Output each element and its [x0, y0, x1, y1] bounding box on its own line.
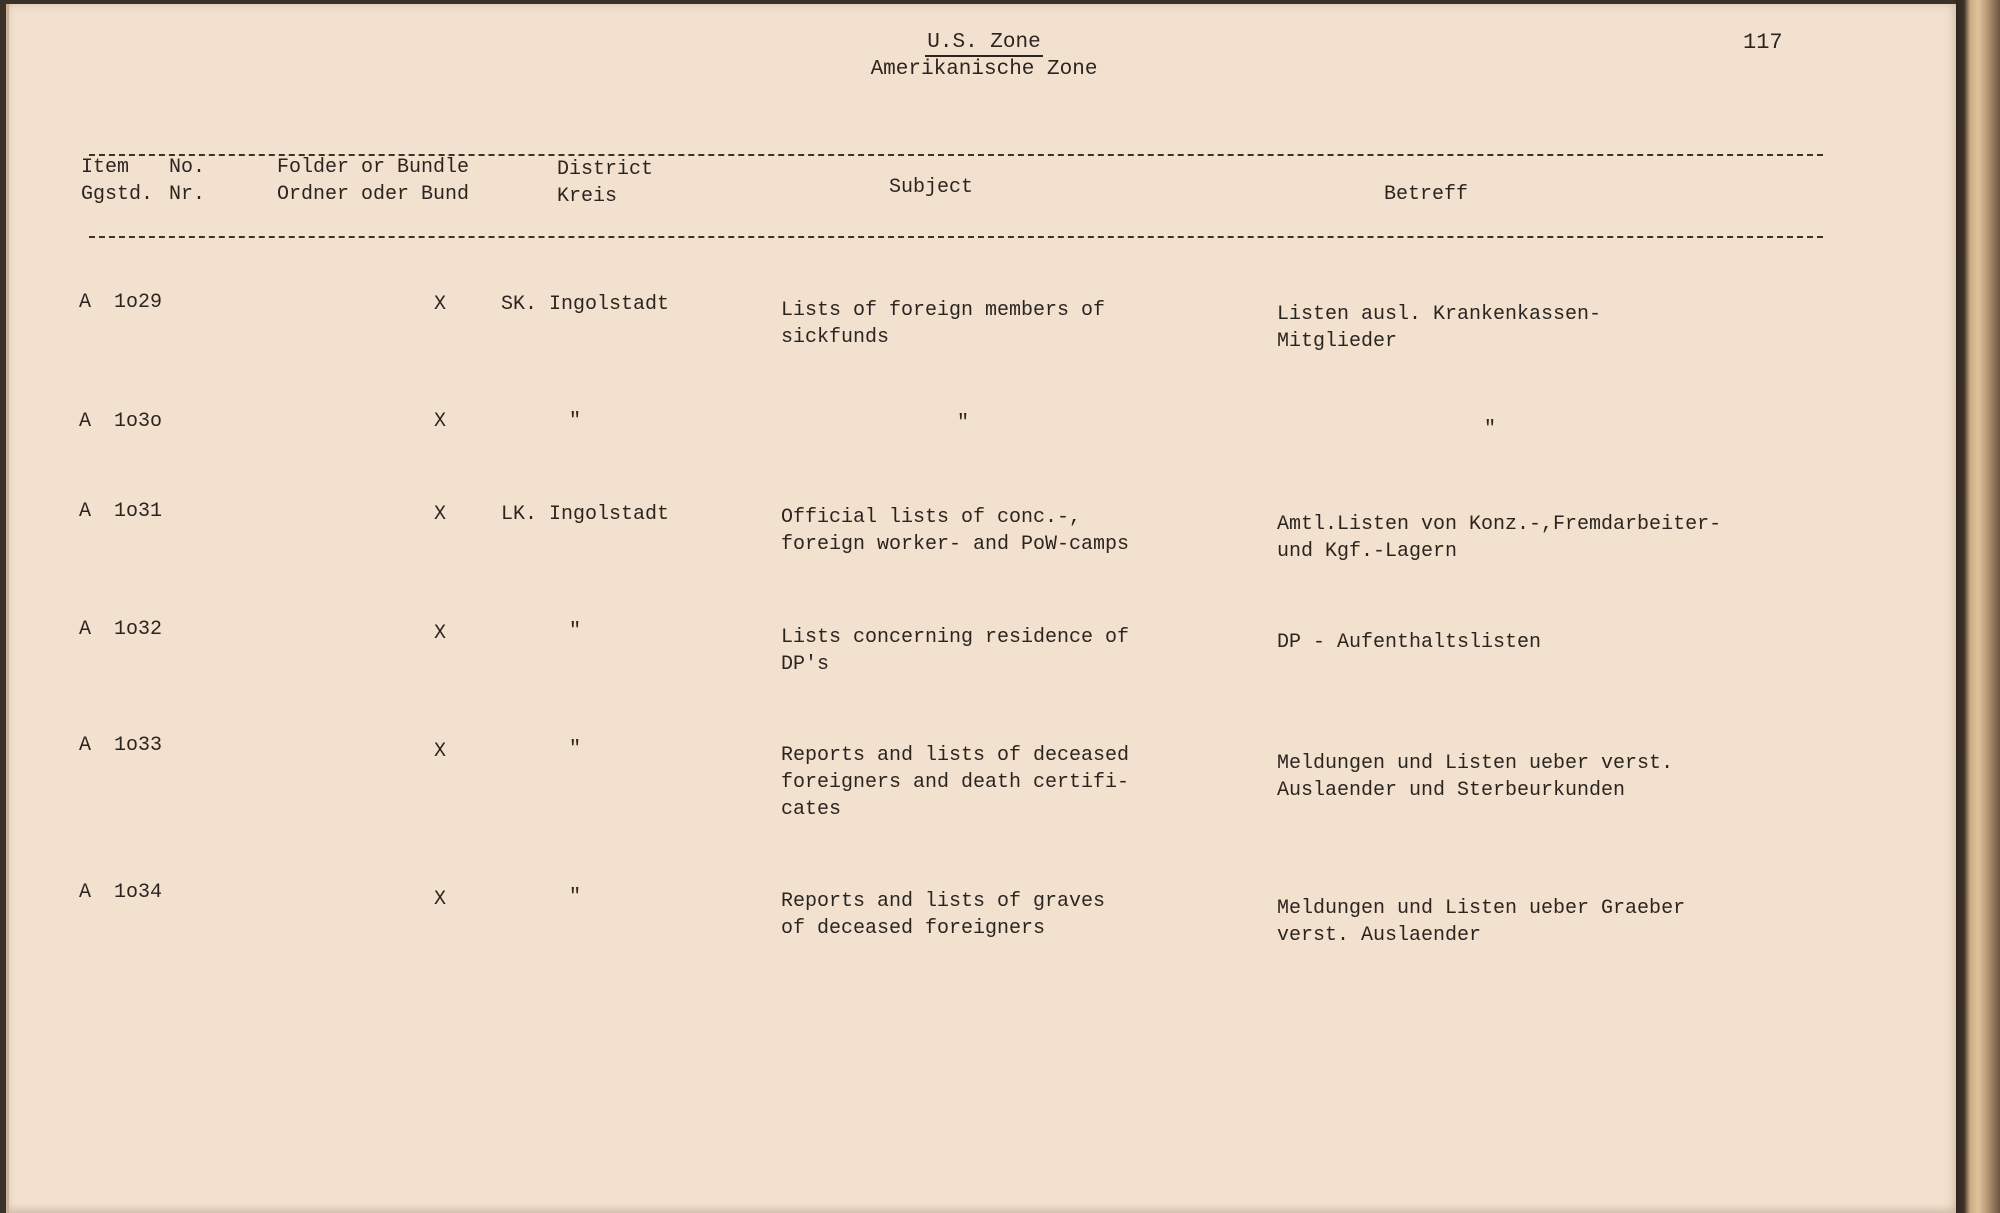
row-item: A: [79, 410, 92, 433]
zone-title: U.S. Zone: [925, 30, 1042, 57]
row-subject: Lists concerning residence of DP's: [781, 626, 1130, 676]
row-folder-bundle: X: [434, 740, 447, 763]
row-item: A: [79, 291, 92, 314]
row-folder-bundle: X: [434, 293, 447, 316]
row-district: ": [569, 886, 582, 909]
row-betreff: DP - Aufenthaltslisten: [1277, 631, 1542, 654]
row-betreff: Meldungen und Listen ueber verst. Auslaender und Sterbeurkunden: [1277, 752, 1674, 802]
row-folder-bundle: X: [434, 503, 447, 526]
col-header-district: District: [557, 158, 654, 181]
row-subject: ": [957, 412, 970, 435]
row-district: ": [569, 620, 582, 643]
row-item: A: [79, 734, 92, 757]
col-header-betreff: Betreff: [1384, 183, 1469, 206]
row-number: 1o33: [114, 734, 163, 757]
row-folder-bundle: X: [434, 888, 447, 911]
row-betreff: ": [1484, 418, 1497, 441]
row-betreff: Listen ausl. Krankenkassen- Mitglieder: [1277, 303, 1602, 353]
row-subject: Reports and lists of graves of deceased foreigners: [781, 890, 1106, 940]
header-bottom-rule: [89, 236, 1823, 238]
row-number: 1o3o: [114, 410, 163, 433]
col-header-district-de: Kreis: [557, 185, 618, 208]
col-header-no-de: Nr.: [169, 183, 206, 206]
col-header-folder: Folder or Bundle: [277, 156, 470, 179]
row-subject: Lists of foreign members of sickfunds: [781, 299, 1106, 349]
row-district: ": [569, 738, 582, 761]
row-number: 1o31: [114, 500, 163, 523]
col-header-folder-de: Ordner oder Bund: [277, 183, 470, 206]
row-betreff: Amtl.Listen von Konz.-,Fremdarbeiter- und Kgf.-Lagern: [1277, 513, 1722, 563]
row-number: 1o32: [114, 618, 163, 641]
col-header-item: Item: [81, 156, 130, 179]
row-folder-bundle: X: [434, 622, 447, 645]
row-number: 1o29: [114, 291, 163, 314]
book-spine: [1956, 0, 2000, 1213]
row-district: LK. Ingolstadt: [501, 503, 670, 526]
row-subject: Official lists of conc.-, foreign worker- and PoW-camps: [781, 506, 1130, 556]
row-district: ": [569, 410, 582, 433]
row-number: 1o34: [114, 881, 163, 904]
row-subject: Reports and lists of deceased foreigners and death certifi- cates: [781, 744, 1130, 821]
page-number: 117: [1743, 30, 1783, 55]
col-header-item-de: Ggstd.: [81, 183, 154, 206]
row-item: A: [79, 618, 92, 641]
row-item: A: [79, 881, 92, 904]
col-header-subject: Subject: [889, 176, 974, 199]
row-item: A: [79, 500, 92, 523]
page-header: [9, 30, 1959, 82]
row-folder-bundle: X: [434, 410, 447, 433]
document-page: [6, 4, 1959, 1213]
row-betreff: Meldungen und Listen ueber Graeber verst. Auslaender: [1277, 897, 1686, 947]
row-district: SK. Ingolstadt: [501, 293, 670, 316]
zone-subtitle: Amerikanische Zone: [870, 58, 1098, 81]
col-header-no: No.: [169, 156, 206, 179]
